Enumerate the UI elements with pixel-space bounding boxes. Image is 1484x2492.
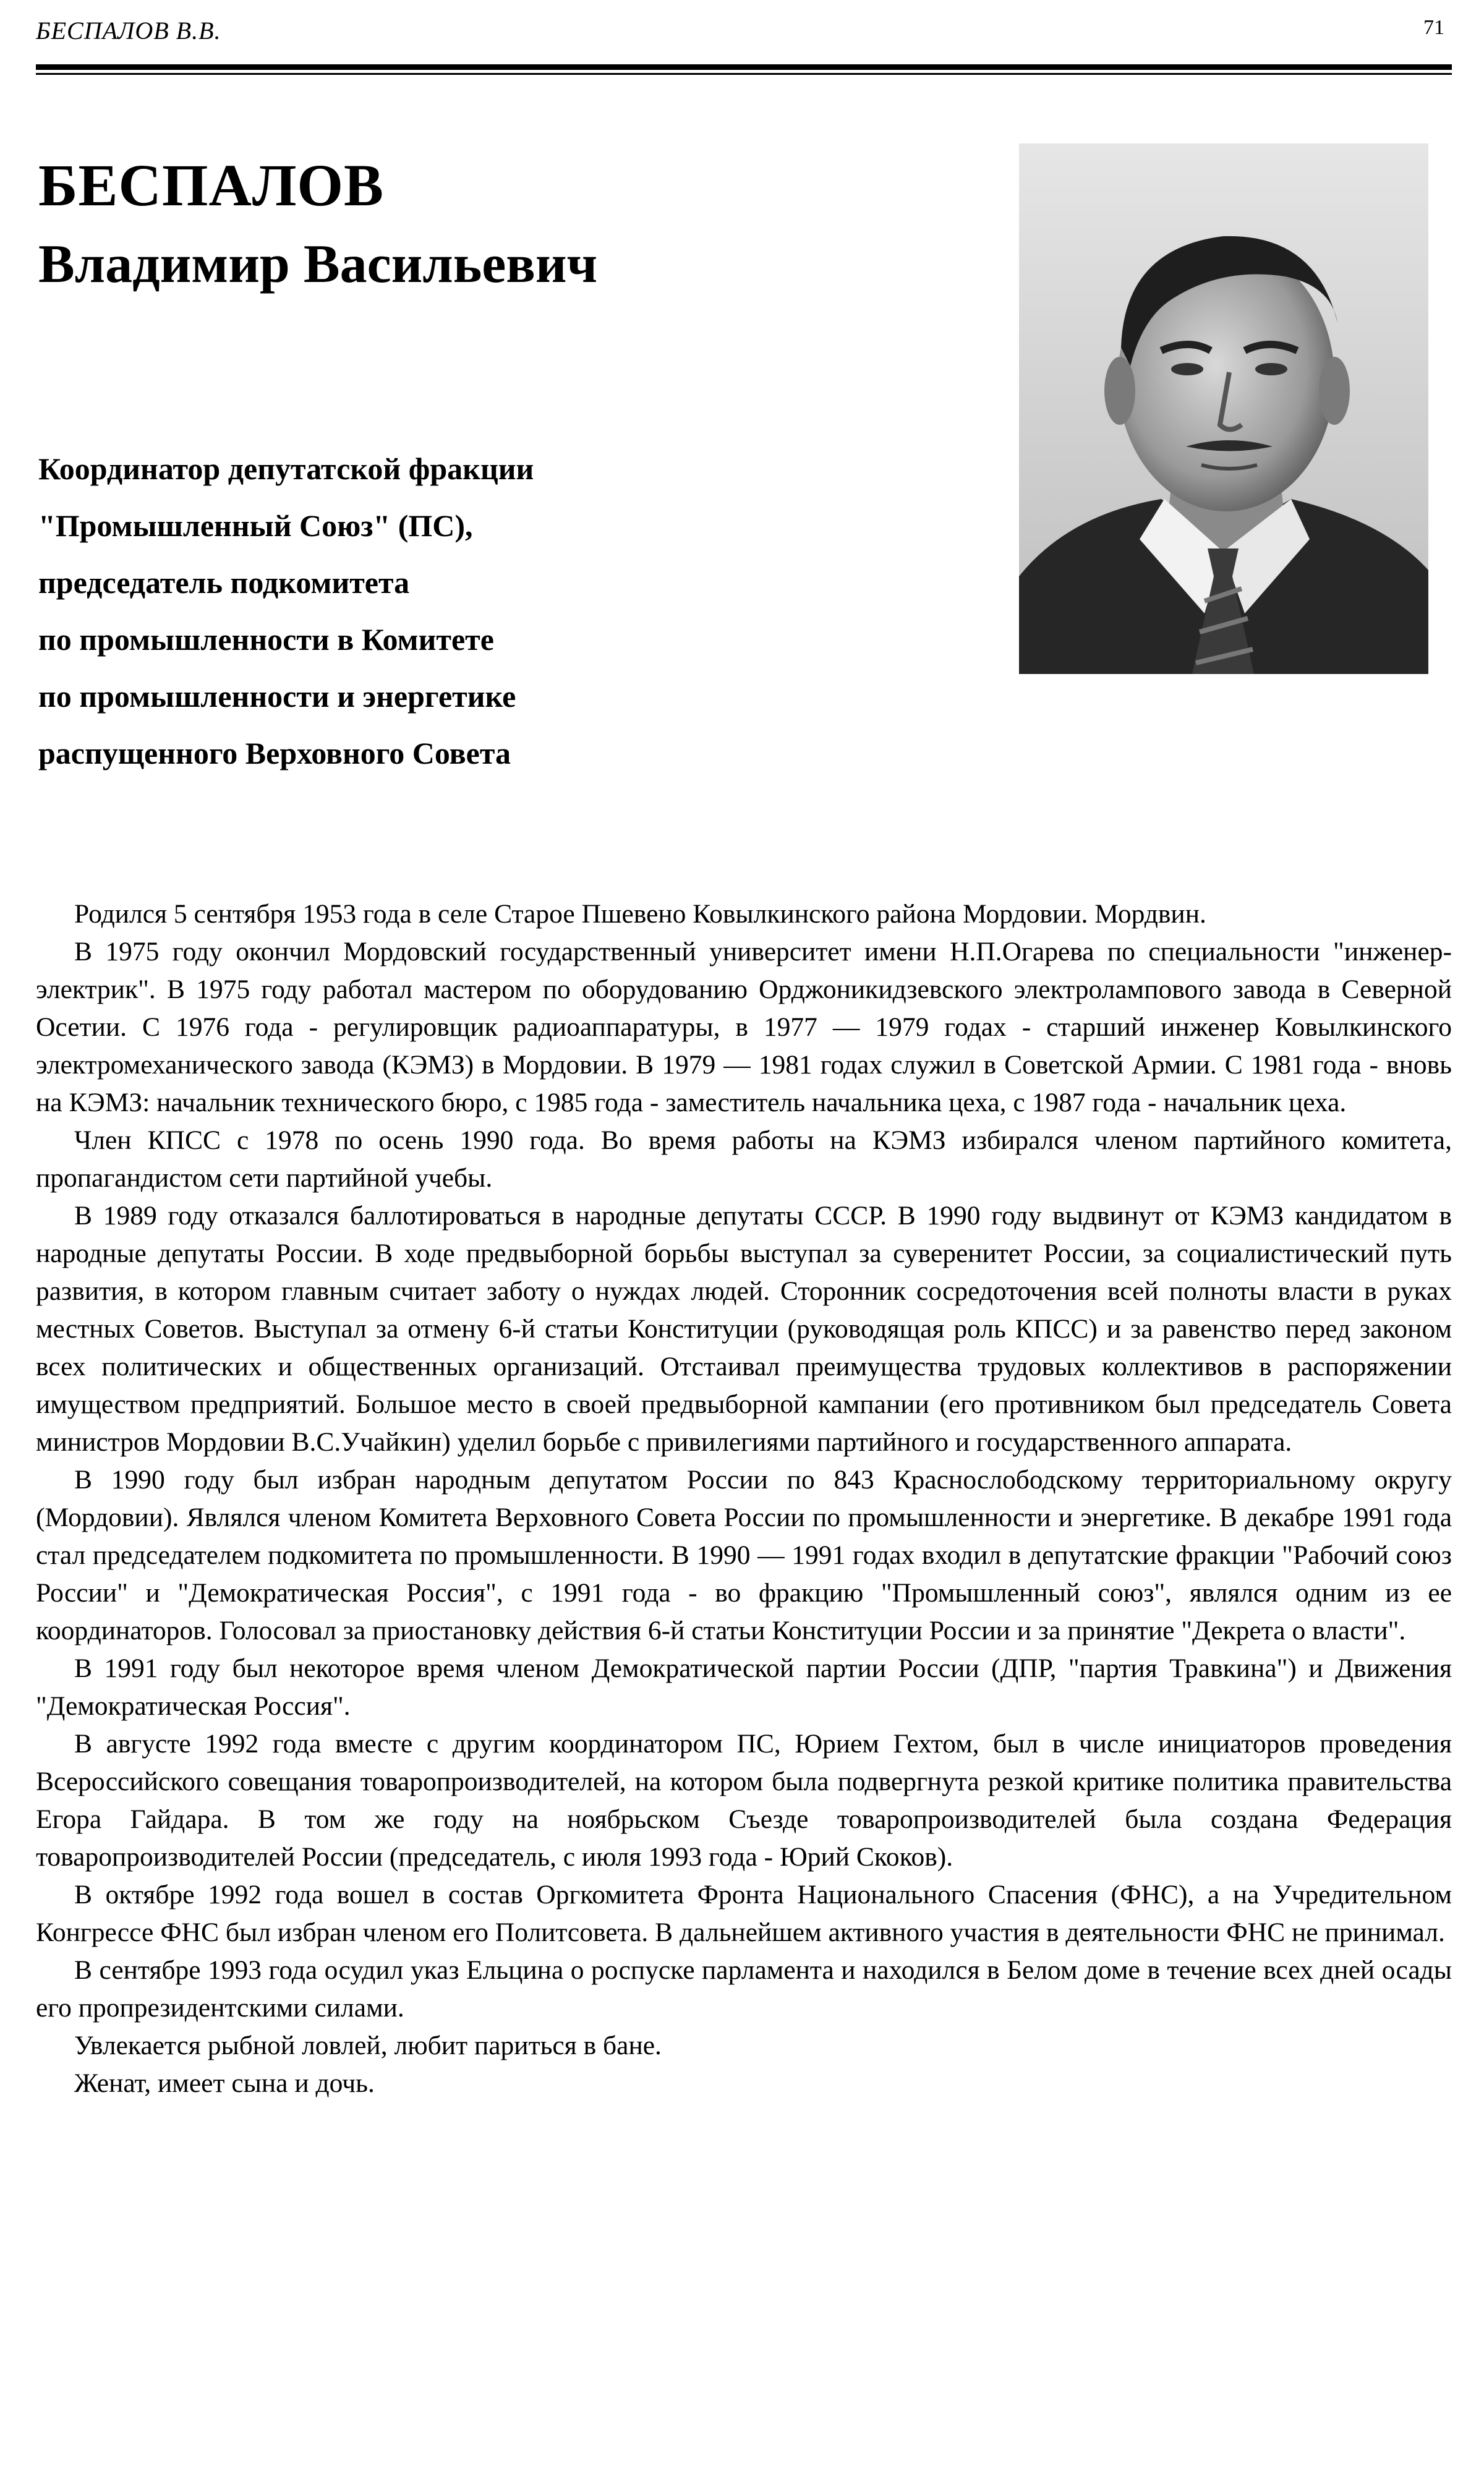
biography-paragraph: В сентябре 1993 года осудил указ Ельцина о роспуске парламента и находился в Белом доме в течение всех дней осады его пропрезидентскими силами.: [36, 1955, 1452, 2023]
biography-paragraph: Член КПСС с 1978 по осень 1990 года. Во время работы на КЭМЗ избирался членом партийного комитета, пропагандистом сети партийной учебы.: [36, 1125, 1452, 1193]
position-line: по промышленности в Комитете: [38, 622, 494, 657]
header-rule-thin: [36, 73, 1452, 75]
position-line: Координатор депутатской фракции: [38, 451, 534, 486]
position-line: распущенного Верховного Совета: [38, 736, 511, 770]
page-number: 71: [1423, 16, 1444, 39]
running-title: БЕСПАЛОВ В.В.: [36, 17, 221, 45]
biography-paragraph: Увлекается рыбной ловлей, любит париться в бане.: [74, 2031, 662, 2060]
portrait-photo: [1019, 143, 1428, 674]
person-given-names: Владимир Васильевич: [38, 234, 598, 294]
position-line: по промышленности и энергетике: [38, 679, 516, 714]
biography-paragraph: В октябре 1992 года вошел в состав Оргкомитета Фронта Национального Спасения (ФНС), а на Учредительном Конгрессе ФНС был избран членом его Политсовета. В дальнейшем активного участия в деятельности ФНС не принимал.: [36, 1880, 1452, 1947]
person-surname: БЕСПАЛОВ: [38, 152, 385, 218]
biography-paragraph: В 1989 году отказался баллотироваться в народные депутаты СССР. В 1990 году выдвинут от КЭМЗ кандидатом в народные депутаты России. В ходе предвыборной борьбы выступал за суверенитет России, за социалистический путь развития, в котором главным считает заботу о нуждах людей. Сторонник сосредоточения всей полноты власти в руках местных Советов. Выступал за отмену 6-й статьи Конституции (руководящая роль КПСС) и за равенство перед законом всех политических и общественных организаций. Отстаивал преимущества трудовых коллективов в распоряжении имуществом предприятий. Большое место в своей предвыборной кампании (его противником был председатель Совета министров Мордовии В.С.Учайкин) уделил борьбе с привилегиями партийного и государственного аппарата.: [36, 1201, 1452, 1457]
biography-paragraph: В августе 1992 года вместе с другим координатором ПС, Юрием Гехтом, был в числе инициаторов проведения Всероссийского совещания товаропроизводителей, на котором была подвергнута резкой критике политика правительства Егора Гайдара. В том же году на ноябрьском Съезде товаропроизводителей была создана Федерация товаропроизводителей России (председатель, с июля 1993 года - Юрий Скоков).: [36, 1729, 1452, 1872]
biography-paragraph: В 1990 году был избран народным депутатом России по 843 Краснослободскому территориальному округу (Мордовии). Являлся членом Комитета Верховного Совета России по промышленности и энергетике. В декабре 1991 года стал председателем подкомитета по промышленности. В 1990 — 1991 годах входил в депутатские фракции "Рабочий союз России" и "Демократическая Россия", с 1991 года - во фракцию "Промышленный союз", являлся одним из ее координаторов. Голосовал за приостановку действия 6-й статьи Конституции России и за принятие "Декрета о власти".: [36, 1465, 1452, 1645]
running-header: [36, 12, 1452, 56]
biography-paragraph: Женат, имеет сына и дочь.: [74, 2068, 375, 2098]
position-line: председатель подкомитета: [38, 565, 410, 600]
portrait-illustration: [1019, 143, 1428, 674]
biography-paragraph: В 1975 году окончил Мордовский государственный университет имени Н.П.Огарева по специальности "инженер-электрик". В 1975 году работал мастером по оборудованию Орджоникидзевского электролампового завода в Северной Осетии. С 1976 года - регулировщик радиоаппаратуры, в 1977 — 1979 годах - старший инженер Ковылкинского электромеханического завода (КЭМЗ) в Мордовии. В 1979 — 1981 годах служил в Советской Армии. С 1981 года - вновь на КЭМЗ: начальник технического бюро, с 1985 года - заместитель начальника цеха, с 1987 года - начальник цеха.: [36, 937, 1452, 1117]
biography-paragraph: Родился 5 сентября 1953 года в селе Старое Пшевено Ковылкинского района Мордовии. Мордвин.: [74, 899, 1206, 929]
position-description: [38, 440, 966, 782]
header-rule-thick: [36, 64, 1452, 70]
position-line: "Промышленный Союз" (ПС),: [38, 508, 473, 543]
biography-paragraph: В 1991 году был некоторое время членом Демократической партии России (ДПР, "партия Травкина") и Движения "Демократическая Россия".: [36, 1654, 1452, 1721]
biography-text: [36, 895, 1452, 2102]
